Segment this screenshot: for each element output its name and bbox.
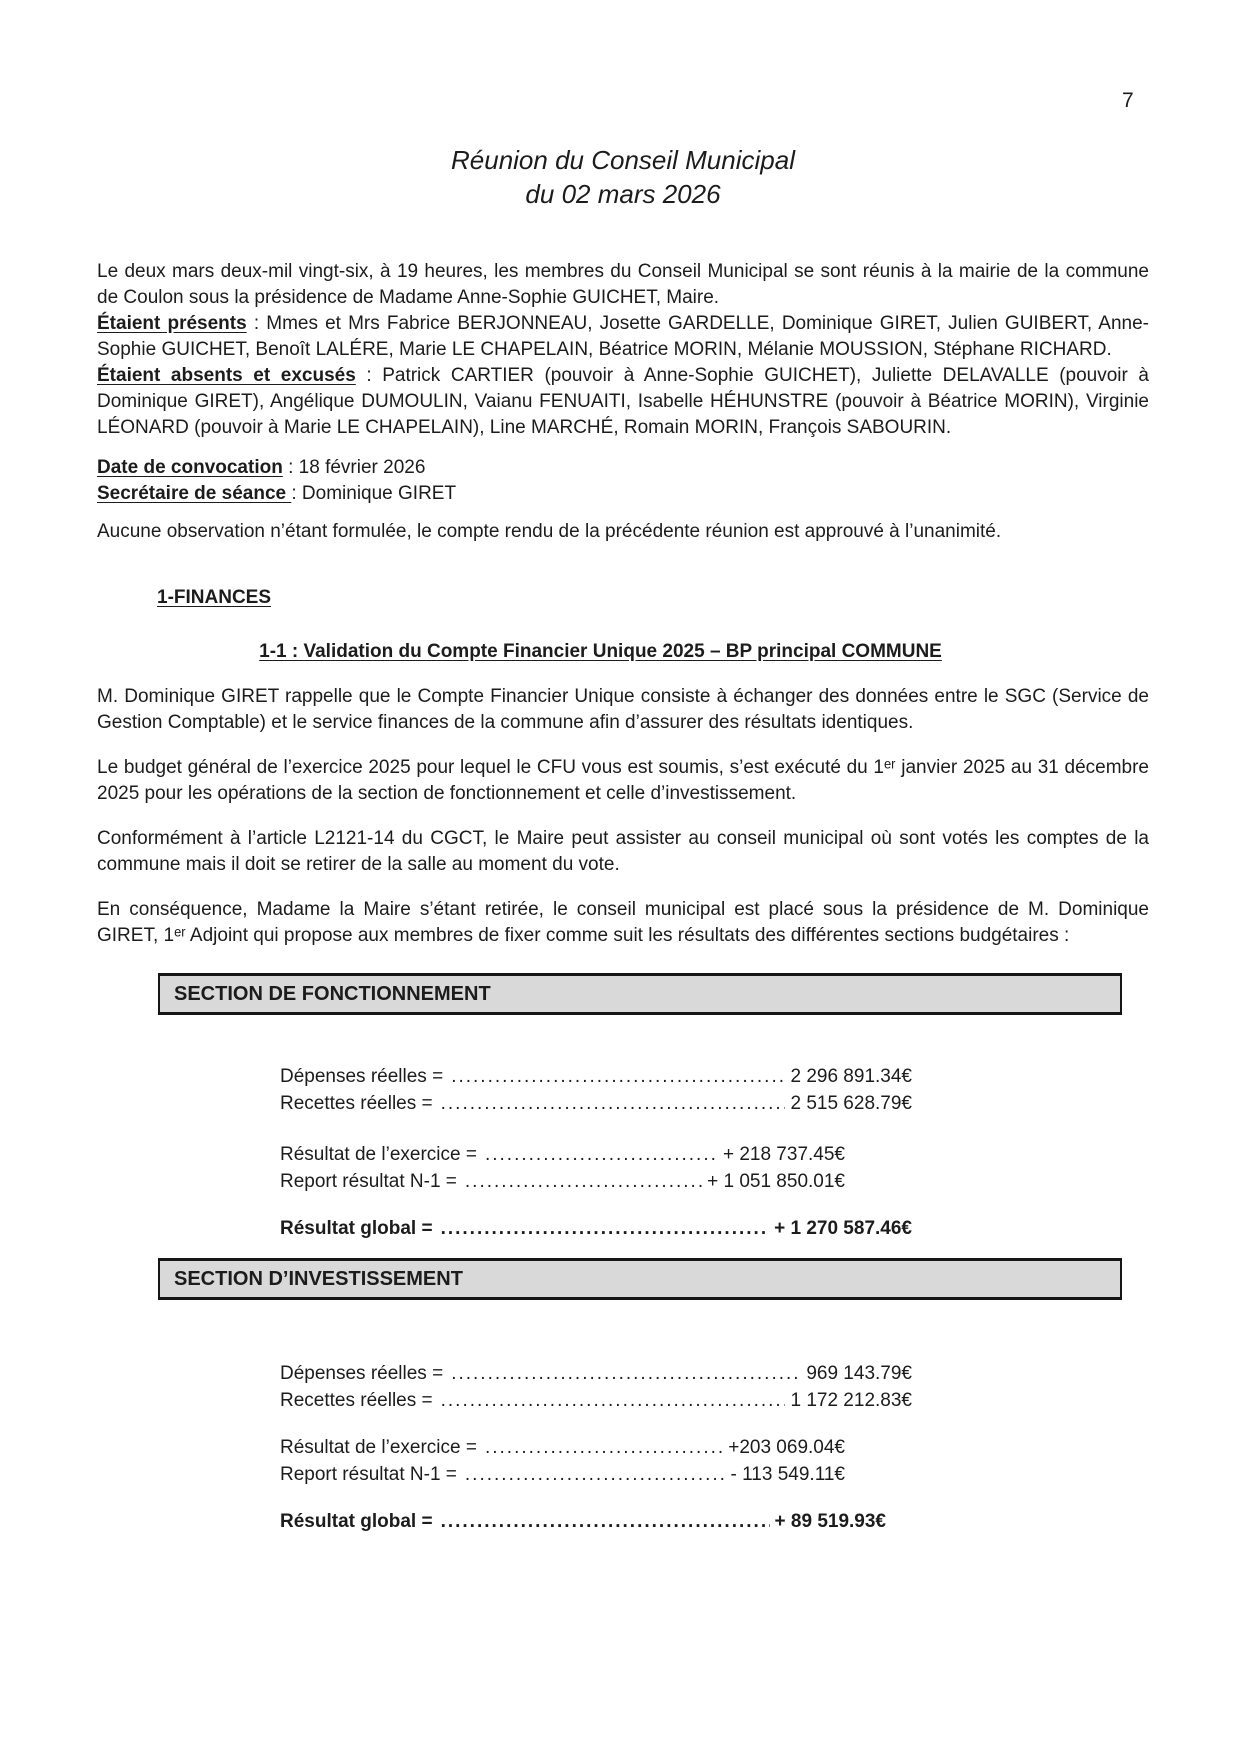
absent-names: : Patrick CARTIER (pouvoir à Anne-Sophie GUICHET), Juliette DELAVALLE (pouvoir à Dominique GIRET), Angélique DUMOULIN, Vaianu FENUAITI, Isabelle HÉHUNSTRE (pouvoir à Béatrice MORIN), Virginie LÉONARD (pouvoir à Marie LE CHAPELAIN), Line MARCHÉ, Romain MORIN, François SABOURIN. — [97, 365, 1149, 438]
global-result-group — [280, 1508, 1149, 1535]
row-label: Recettes réelles = — [280, 1390, 433, 1411]
dot-leader — [465, 1461, 726, 1488]
section-header-label: SECTION DE FONCTIONNEMENT — [174, 983, 491, 1005]
finance-row — [280, 1387, 912, 1414]
convocation-date-label: Date de convocation — [97, 457, 283, 478]
opening-block — [97, 259, 1149, 441]
row-label: Report résultat N-1 = — [280, 1171, 457, 1192]
finance-row — [280, 1090, 912, 1117]
finances-heading: 1-FINANCES — [157, 587, 272, 608]
finances-paragraph: Le budget général de l’exercice 2025 pour lequel le CFU vous est soumis, s’est exécuté du 1ᵉʳ janvier 2025 au 31 décembre 2025 pour les opérations de la section de fonctionnement et celle d’investissement. — [97, 757, 1149, 804]
document-title — [97, 143, 1149, 211]
secretary-label: Secrétaire de séance — [97, 483, 292, 504]
global-result-group — [280, 1215, 1149, 1242]
row-value: 2 296 891.34€ — [790, 1066, 912, 1087]
meeting-meta — [97, 455, 1149, 507]
investissement-figures — [280, 1360, 1149, 1535]
dot-leader — [451, 1360, 801, 1387]
finances-subheading: 1-1 : Validation du Compte Financier Unique 2025 – BP principal COMMUNE — [259, 641, 942, 662]
row-value: + 89 519.93€ — [774, 1511, 886, 1532]
attendees-present-paragraph — [97, 311, 1149, 363]
row-value: 1 172 212.83€ — [790, 1390, 912, 1411]
section-header-label: SECTION D’INVESTISSEMENT — [174, 1268, 463, 1290]
row-value: + 218 737.45€ — [722, 1144, 845, 1165]
present-label: Étaient présents — [97, 313, 247, 334]
section-header-investissement — [158, 1258, 1122, 1300]
row-value: + 1 051 850.01€ — [707, 1171, 845, 1192]
absent-label: Étaient absents et excusés — [97, 365, 356, 386]
finance-row-total — [280, 1215, 912, 1242]
row-label: Résultat de l’exercice = — [280, 1437, 477, 1458]
dot-leader — [441, 1387, 786, 1414]
dot-leader — [441, 1215, 770, 1242]
page-content — [97, 143, 1149, 1535]
row-label: Dépenses réelles = — [280, 1363, 444, 1384]
row-label: Résultat de l’exercice = — [280, 1144, 477, 1165]
finances-paragraph: M. Dominique GIRET rappelle que le Compte Financier Unique consiste à échanger des données entre le SGC (Service de Gestion Comptable) et le service finances de la commune afin d’assurer des résultats identiques. — [97, 686, 1149, 733]
row-label: Report résultat N-1 = — [280, 1464, 457, 1485]
row-value: + 1 270 587.46€ — [774, 1218, 912, 1239]
secretary-value: : Dominique GIRET — [291, 483, 457, 504]
dot-leader — [451, 1063, 785, 1090]
finance-row — [280, 1434, 845, 1461]
approval-statement: Aucune observation n’étant formulée, le compte rendu de la précédente réunion est approuvé à l’unanimité. — [97, 521, 1002, 542]
finance-row — [280, 1168, 845, 1195]
dot-leader — [465, 1168, 702, 1195]
dot-leader — [441, 1508, 770, 1535]
dot-leader — [485, 1434, 723, 1461]
finance-row — [280, 1461, 845, 1488]
row-value: 969 143.79€ — [806, 1363, 912, 1384]
row-value: 2 515 628.79€ — [790, 1093, 912, 1114]
finance-row — [280, 1141, 845, 1168]
finance-row-total — [280, 1508, 886, 1535]
finances-paragraph: En conséquence, Madame la Maire s’étant retirée, le conseil municipal est placé sous la présidence de M. Dominique GIRET, 1ᵉʳ Adjoint qui propose aux membres de fixer comme suit les résultats des différentes sections budgétaires : — [97, 899, 1149, 946]
intro-paragraph: Le deux mars deux-mil vingt-six, à 19 heures, les membres du Conseil Municipal se sont réunis à la mairie de la commune de Coulon sous la présidence de Madame Anne-Sophie GUICHET, Maire. — [97, 261, 1149, 308]
finances-paragraph: Conformément à l’article L2121-14 du CGCT, le Maire peut assister au conseil municipal où sont votés les comptes de la commune mais il doit se retirer de la salle au moment du vote. — [97, 828, 1149, 875]
page-number: 7 — [1122, 89, 1134, 112]
row-label: Recettes réelles = — [280, 1093, 433, 1114]
real-amounts-group — [280, 1063, 1149, 1117]
finance-row — [280, 1063, 912, 1090]
row-label: Résultat global = — [280, 1511, 433, 1532]
secretary-line — [97, 481, 1149, 507]
dot-leader — [485, 1141, 718, 1168]
row-value: +203 069.04€ — [728, 1437, 845, 1458]
present-names: : Mmes et Mrs Fabrice BERJONNEAU, Josette GARDELLE, Dominique GIRET, Julien GUIBERT, Anne-Sophie GUICHET, Benoît LALÉRE, Marie LE CHAPELAIN, Béatrice MORIN, Mélanie MOUSSION, Stéphane RICHARD. — [97, 313, 1150, 360]
row-label: Dépenses réelles = — [280, 1066, 444, 1087]
fonctionnement-figures — [280, 1063, 1149, 1242]
real-amounts-group — [280, 1360, 1149, 1414]
attendees-absent-paragraph — [97, 363, 1149, 441]
row-value: - 113 549.11€ — [730, 1464, 845, 1485]
result-amounts-group — [280, 1434, 1149, 1488]
row-label: Résultat global = — [280, 1218, 433, 1239]
title-line-1: Réunion du Conseil Municipal — [451, 145, 795, 175]
result-amounts-group — [280, 1141, 1149, 1195]
dot-leader — [441, 1090, 786, 1117]
title-line-2: du 02 mars 2026 — [525, 179, 721, 209]
section-header-fonctionnement — [158, 973, 1122, 1015]
convocation-date-line — [97, 455, 1149, 481]
finance-row — [280, 1360, 912, 1387]
convocation-date-value: : 18 février 2026 — [282, 457, 426, 478]
